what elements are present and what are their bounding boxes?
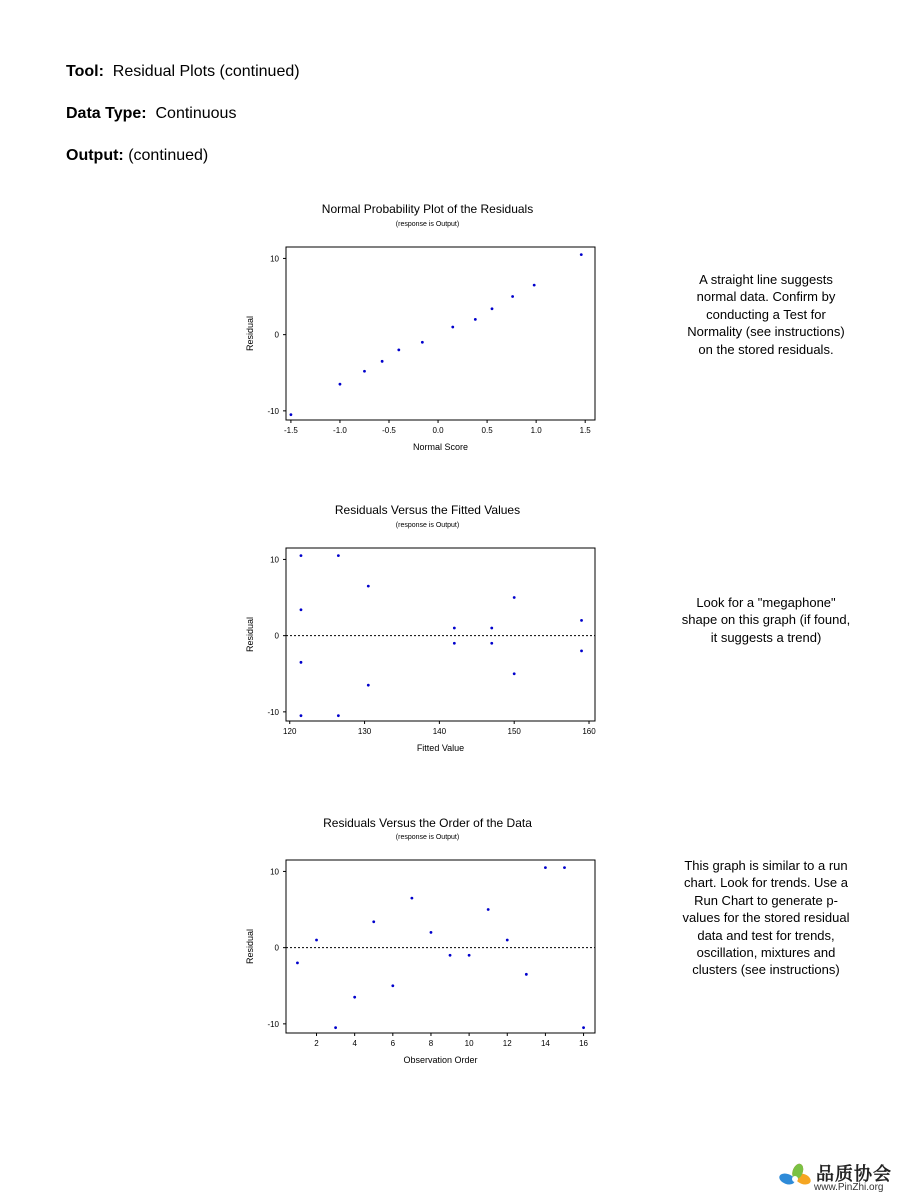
data-point: [580, 619, 583, 622]
data-point: [580, 253, 583, 256]
data-point: [363, 370, 366, 373]
note-normal-probability: A straight line suggests normal data. Confirm by conducting a Test for Normality (see instructions) on the stored residuals.: [687, 272, 845, 357]
tool-line: [66, 62, 300, 82]
datatype-value: Continuous: [155, 105, 237, 122]
x-tick-label: 6: [390, 1039, 396, 1048]
data-point: [367, 585, 370, 588]
data-point: [474, 318, 477, 321]
chart3-subtitle: (response is Output): [395, 834, 460, 841]
data-point: [563, 866, 566, 869]
data-point: [367, 684, 370, 687]
data-point: [580, 649, 583, 652]
residuals-vs-fitted-plot: [240, 541, 600, 763]
data-point: [506, 939, 509, 942]
normal-probability-plot: [240, 240, 600, 462]
y-tick-label: 0: [274, 330, 279, 340]
data-point: [468, 954, 471, 957]
logo-text: 品质协会: [816, 1164, 892, 1184]
x-tick-label: 160: [582, 727, 596, 736]
output-value: (continued): [128, 147, 209, 164]
x-tick-label: 120: [283, 727, 297, 736]
data-point: [372, 920, 375, 923]
x-tick-label: 1.5: [579, 426, 591, 435]
data-point: [337, 554, 340, 557]
data-point: [451, 326, 454, 329]
x-tick-label: 0.0: [432, 426, 444, 435]
logo-url: www.PinZhi.org: [814, 1182, 884, 1193]
pinwheel-icon: [778, 1162, 812, 1196]
pinzhi-logo: [778, 1160, 898, 1198]
data-point: [290, 413, 293, 416]
x-tick-label: 2: [314, 1039, 319, 1048]
data-point: [300, 714, 303, 717]
data-point: [397, 348, 400, 351]
data-point: [513, 672, 516, 675]
data-point: [430, 931, 433, 934]
chart1-title: Normal Probability Plot of the Residuals: [321, 202, 534, 216]
data-point: [296, 961, 299, 964]
x-tick-label: 14: [540, 1039, 550, 1048]
y-tick-label: 0: [274, 631, 279, 641]
data-point: [513, 596, 516, 599]
plot-frame: [286, 247, 595, 420]
y-axis-label: Residual: [245, 315, 255, 352]
plot-frame: [286, 860, 595, 1033]
data-point: [339, 383, 342, 386]
tool-label: Tool:: [66, 63, 104, 80]
tool-value: Residual Plots (continued): [112, 63, 300, 80]
data-point: [490, 642, 493, 645]
x-tick-label: -1.5: [284, 426, 298, 435]
data-point: [334, 1026, 337, 1029]
data-point: [381, 360, 384, 363]
y-tick-label: -10: [267, 1019, 279, 1029]
y-tick-label: 10: [270, 555, 279, 565]
data-point: [525, 973, 528, 976]
x-tick-label: 8: [428, 1039, 434, 1048]
residuals-vs-order-plot: [240, 853, 600, 1075]
x-tick-label: 12: [502, 1039, 512, 1048]
x-tick-label: 140: [432, 727, 447, 736]
data-point: [410, 897, 413, 900]
plot-frame: [286, 548, 595, 721]
x-tick-label: 10: [464, 1039, 474, 1048]
data-point: [300, 554, 303, 557]
data-point: [490, 627, 493, 630]
x-tick-label: -1.0: [333, 426, 347, 435]
x-axis-label: Normal Score: [412, 442, 469, 452]
data-point: [491, 307, 494, 310]
x-axis-label: Fitted Value: [416, 743, 465, 753]
data-point: [300, 661, 303, 664]
data-point: [453, 642, 456, 645]
y-tick-label: -10: [267, 707, 279, 717]
x-tick-label: 130: [357, 727, 372, 736]
chart3-title: Residuals Versus the Order of the Data: [323, 816, 532, 830]
chart2-subtitle: (response is Output): [395, 522, 460, 529]
data-point: [487, 908, 490, 911]
data-point: [449, 954, 452, 957]
data-point: [315, 939, 318, 942]
datatype-label: Data Type:: [66, 105, 147, 122]
note-megaphone: Look for a "megaphone" shape on this graph (if found, it suggests a trend): [681, 595, 851, 645]
y-tick-label: -10: [267, 406, 279, 416]
datatype-line: [66, 104, 236, 124]
y-tick-label: 10: [270, 254, 279, 264]
x-tick-label: 1.0: [530, 426, 542, 435]
x-tick-label: 4: [352, 1039, 357, 1048]
x-axis-label: Observation Order: [403, 1055, 478, 1065]
x-tick-label: 0.5: [481, 426, 493, 435]
chart2-title: Residuals Versus the Fitted Values: [334, 503, 521, 517]
x-tick-label: 16: [579, 1039, 589, 1048]
data-point: [453, 627, 456, 630]
y-tick-label: 0: [274, 943, 279, 953]
y-axis-label: Residual: [245, 928, 255, 965]
data-point: [511, 295, 514, 298]
data-point: [353, 996, 356, 999]
x-tick-label: -0.5: [382, 426, 396, 435]
data-point: [391, 984, 394, 987]
chart1-subtitle: (response is Output): [395, 221, 460, 228]
data-point: [421, 341, 424, 344]
note-run-chart: This graph is similar to a run chart. Look for trends. Use a Run Chart to generate p-values for the stored residual data and test for trends, oscillation, mixtures and clusters (see instructions): [682, 858, 850, 978]
data-point: [544, 866, 547, 869]
data-point: [533, 284, 536, 287]
output-label: Output:: [66, 147, 124, 164]
y-axis-label: Residual: [245, 616, 255, 653]
y-tick-label: 10: [270, 867, 279, 877]
output-line: [66, 146, 208, 166]
data-point: [582, 1026, 585, 1029]
data-point: [337, 714, 340, 717]
data-point: [300, 608, 303, 611]
x-tick-label: 150: [507, 727, 521, 736]
